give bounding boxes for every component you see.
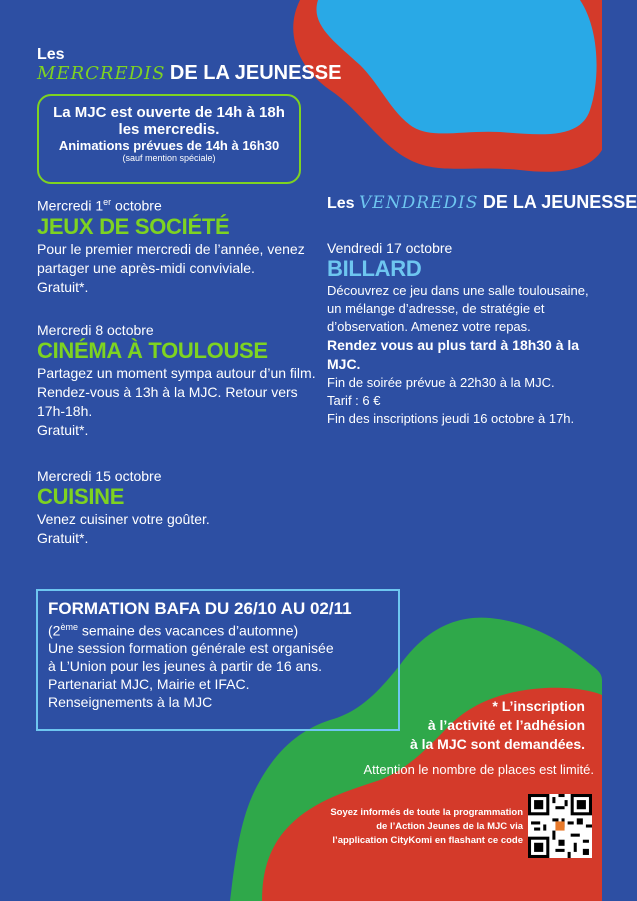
opening-hours-line3: Animations prévues de 14h à 16h30: [58, 138, 280, 153]
wednesday-event-2: [37, 322, 327, 440]
wednesdays-prefix: Les: [37, 46, 65, 63]
event-desc-2: un mélange d’adresse, de stratégie et: [327, 301, 545, 316]
opening-hours-line2: les mercredis.: [118, 121, 220, 138]
wednesday-event-1: [37, 197, 327, 297]
wednesdays-heading: [37, 46, 341, 85]
event-title: JEUX DE SOCIÉTÉ: [37, 213, 230, 239]
fridays-heading: [327, 192, 637, 213]
event-desc-3: 17h-18h.: [37, 403, 93, 419]
bafa-line-2: à L’Union pour les jeunes à partir de 16 ans.: [48, 657, 322, 674]
bafa-subtitle: (2ème semaine des vacances d’automne): [48, 622, 299, 639]
citykomi-line-2: de l’Action Jeunes de la MJC via: [376, 821, 523, 832]
fridays-highlight: VENDREDIS: [359, 193, 479, 213]
event-desc-2: partager une après-midi conviviale.: [37, 259, 255, 276]
event-emphasis-1: Rendez vous au plus tard à 18h30 à la: [327, 337, 580, 353]
event-desc-2: Gratuit*.: [37, 530, 89, 546]
fridays-prefix: Les: [327, 195, 355, 212]
wednesdays-suffix: DE LA JEUNESSE: [169, 62, 342, 84]
event-desc-3: Gratuit*.: [37, 278, 89, 295]
fridays-suffix: DE LA JEUNESSE: [482, 192, 637, 212]
event-desc-1: Pour le premier mercredi de l’année, venez: [37, 240, 305, 257]
event-emphasis-2: MJC.: [327, 356, 361, 372]
notice-line-3: à la MJC sont demandées.: [409, 736, 585, 752]
event-extra-2: Tarif : 6 €: [327, 393, 381, 408]
bafa-title: FORMATION BAFA DU 26/10 AU 02/11: [48, 599, 352, 618]
event-title: BILLARD: [327, 256, 422, 281]
citykomi-line-3: l’application CityKomi en flashant ce code: [332, 835, 523, 846]
registration-notice: [380, 697, 585, 754]
wednesdays-highlight: MERCREDIS: [37, 63, 166, 84]
opening-hours-box: [37, 94, 301, 184]
event-desc-3: d’observation. Amenez votre repas.: [327, 319, 531, 334]
event-desc-1: Venez cuisiner votre goûter.: [37, 511, 210, 527]
wednesday-event-3: [37, 468, 327, 548]
friday-event: [327, 240, 597, 428]
opening-hours-line4: (sauf mention spéciale): [122, 153, 216, 163]
opening-hours-line1: La MJC est ouverte de 14h à 18h: [53, 104, 285, 121]
event-date: Mercredi 15 octobre: [37, 468, 162, 484]
event-extra-3: Fin des inscriptions jeudi 16 octobre à 17h.: [327, 411, 575, 426]
event-desc-1: Découvrez ce jeu dans une salle toulousaine,: [327, 283, 589, 298]
event-desc-2: Rendez-vous à 13h à la MJC. Retour vers: [37, 384, 298, 400]
bafa-box: [36, 589, 400, 731]
event-date: Mercredi 1er octobre: [37, 197, 162, 214]
notice-line-2: à l’activité et l’adhésion: [427, 717, 585, 733]
qr-code[interactable]: [528, 794, 592, 858]
notice-line-1: * L’inscription: [492, 698, 585, 714]
citykomi-line-1: Soyez informés de toute la programmation: [330, 807, 523, 818]
bafa-line-4: Renseignements à la MJC: [48, 693, 213, 710]
event-extra-1: Fin de soirée prévue à 22h30 à la MJC.: [327, 375, 555, 390]
event-date: Mercredi 8 octobre: [37, 322, 154, 338]
event-title: CUISINE: [37, 484, 125, 509]
event-title: CINÉMA À TOULOUSE: [37, 338, 268, 363]
event-desc-1: Partagez un moment sympa autour d’un film.: [37, 365, 316, 381]
event-desc-4: Gratuit*.: [37, 422, 89, 438]
places-warning: Attention le nombre de places est limité.: [363, 762, 594, 777]
event-date: Vendredi 17 octobre: [327, 240, 453, 256]
citykomi-info: [280, 806, 523, 848]
bafa-line-3: Partenariat MJC, Mairie et IFAC.: [48, 675, 250, 692]
bafa-line-1: Une session formation générale est organisée: [48, 639, 334, 656]
